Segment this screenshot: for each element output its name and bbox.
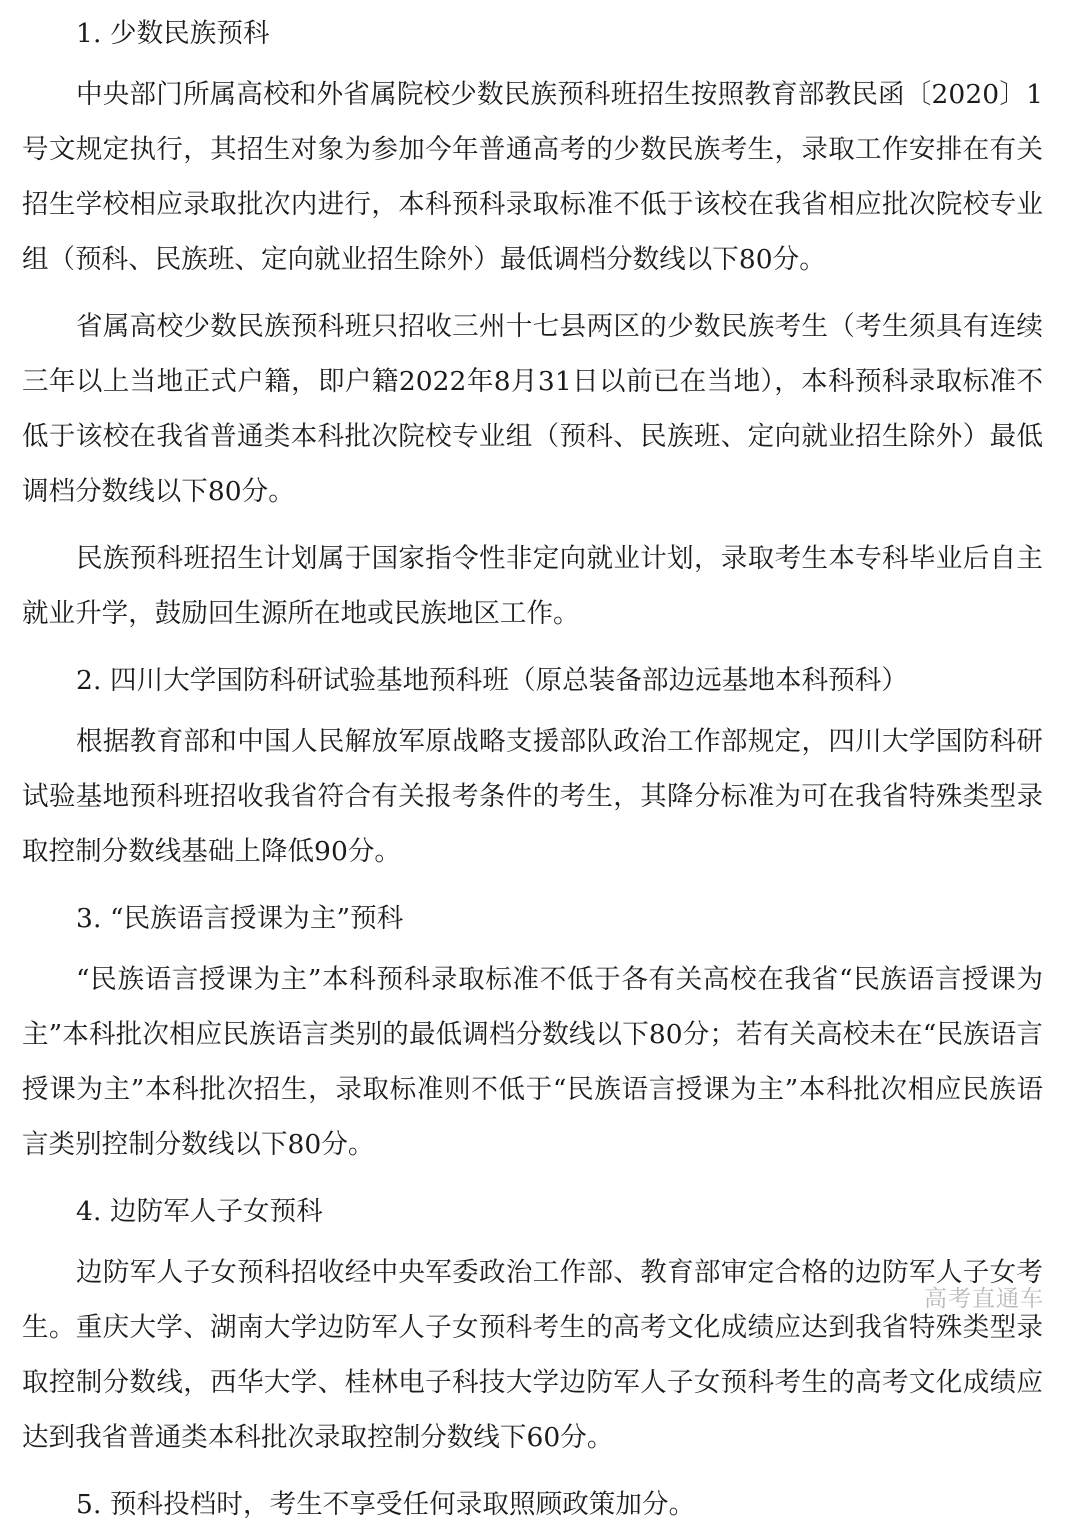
block-spacer xyxy=(22,1465,1043,1477)
paragraph-defense-base-rules: 根据教育部和中国人民解放军原战略支援部队政治工作部规定，四川大学国防科研试验基地预科班招收我省符合有关报考条件的考生，其降分标准为可在我省特殊类型录取控制分数线基础上降低90分。 xyxy=(22,726,1043,867)
document-body xyxy=(22,0,1043,1532)
heading-border-defense-children: 4. 边防军人子女预科 xyxy=(76,1196,323,1227)
heading-minority-preparatory: 1. 少数民族预科 xyxy=(76,18,270,49)
block-spacer xyxy=(22,519,1043,531)
watermark-label: 高考直通车 xyxy=(924,1285,1044,1311)
heading-preparatory-no-bonus: 5. 预科投档时，考生不享受任何录取照顾政策加分。 xyxy=(76,1489,696,1520)
paragraph-ethnic-language-standard: “民族语言授课为主”本科预科录取标准不低于各有关高校在我省“民族语言授课为主”本科批次相应民族语言类别的最低调档分数线以下80分；若有关高校未在“民族语言授课为主”本科批次招生，录取标准则不低于“民族语言授课为主”本科批次相应民族语言类别控制分数线以下80分。 xyxy=(22,964,1043,1160)
paragraph-border-defense-requirements: 边防军人子女预科招收经中央军委政治工作部、教育部审定合格的边防军人子女考生。重庆大学、湖南大学边防军人子女预科考生的高考文化成绩应达到我省特殊类型录取控制分数线，西华大学、桂林电子科技大学边防军人子女预科考生的高考文化成绩应达到我省普通类本科批次录取控制分数线下60分。 xyxy=(22,1257,1043,1453)
paragraph-provincial-college-enrollment: 省属高校少数民族预科班只招收三州十七县两区的少数民族考生（考生须具有连续三年以上当地正式户籍，即户籍2022年8月31日以前已在当地），本科预科录取标准不低于该校在我省普通类本科批次院校专业组（预科、民族班、定向就业招生除外）最低调档分数线以下80分。 xyxy=(22,311,1043,507)
paragraph-central-ministry-enrollment: 中央部门所属高校和外省属院校少数民族预科班招生按照教育部教民函〔2020〕1号文规定执行，其招生对象为参加今年普通高考的少数民族考生，录取工作安排在有关招生学校相应录取批次内进行，本科预科录取标准不低于该校在我省相应批次院校专业组（预科、民族班、定向就业招生除外）最低调档分数线以下80分。 xyxy=(22,79,1043,275)
heading-ethnic-language-instruction: 3. “民族语言授课为主”预科 xyxy=(76,903,404,934)
paragraph-ethnic-plan-nature: 民族预科班招生计划属于国家指令性非定向就业计划，录取考生本专科毕业后自主就业升学，鼓励回生源所在地或民族地区工作。 xyxy=(22,543,1043,629)
block-spacer xyxy=(22,641,1043,653)
block-spacer xyxy=(22,287,1043,299)
block-spacer xyxy=(22,879,1043,891)
heading-sichuan-university-defense: 2. 四川大学国防科研试验基地预科班（原总装备部边远基地本科预科） xyxy=(76,665,909,696)
block-spacer xyxy=(22,1172,1043,1184)
